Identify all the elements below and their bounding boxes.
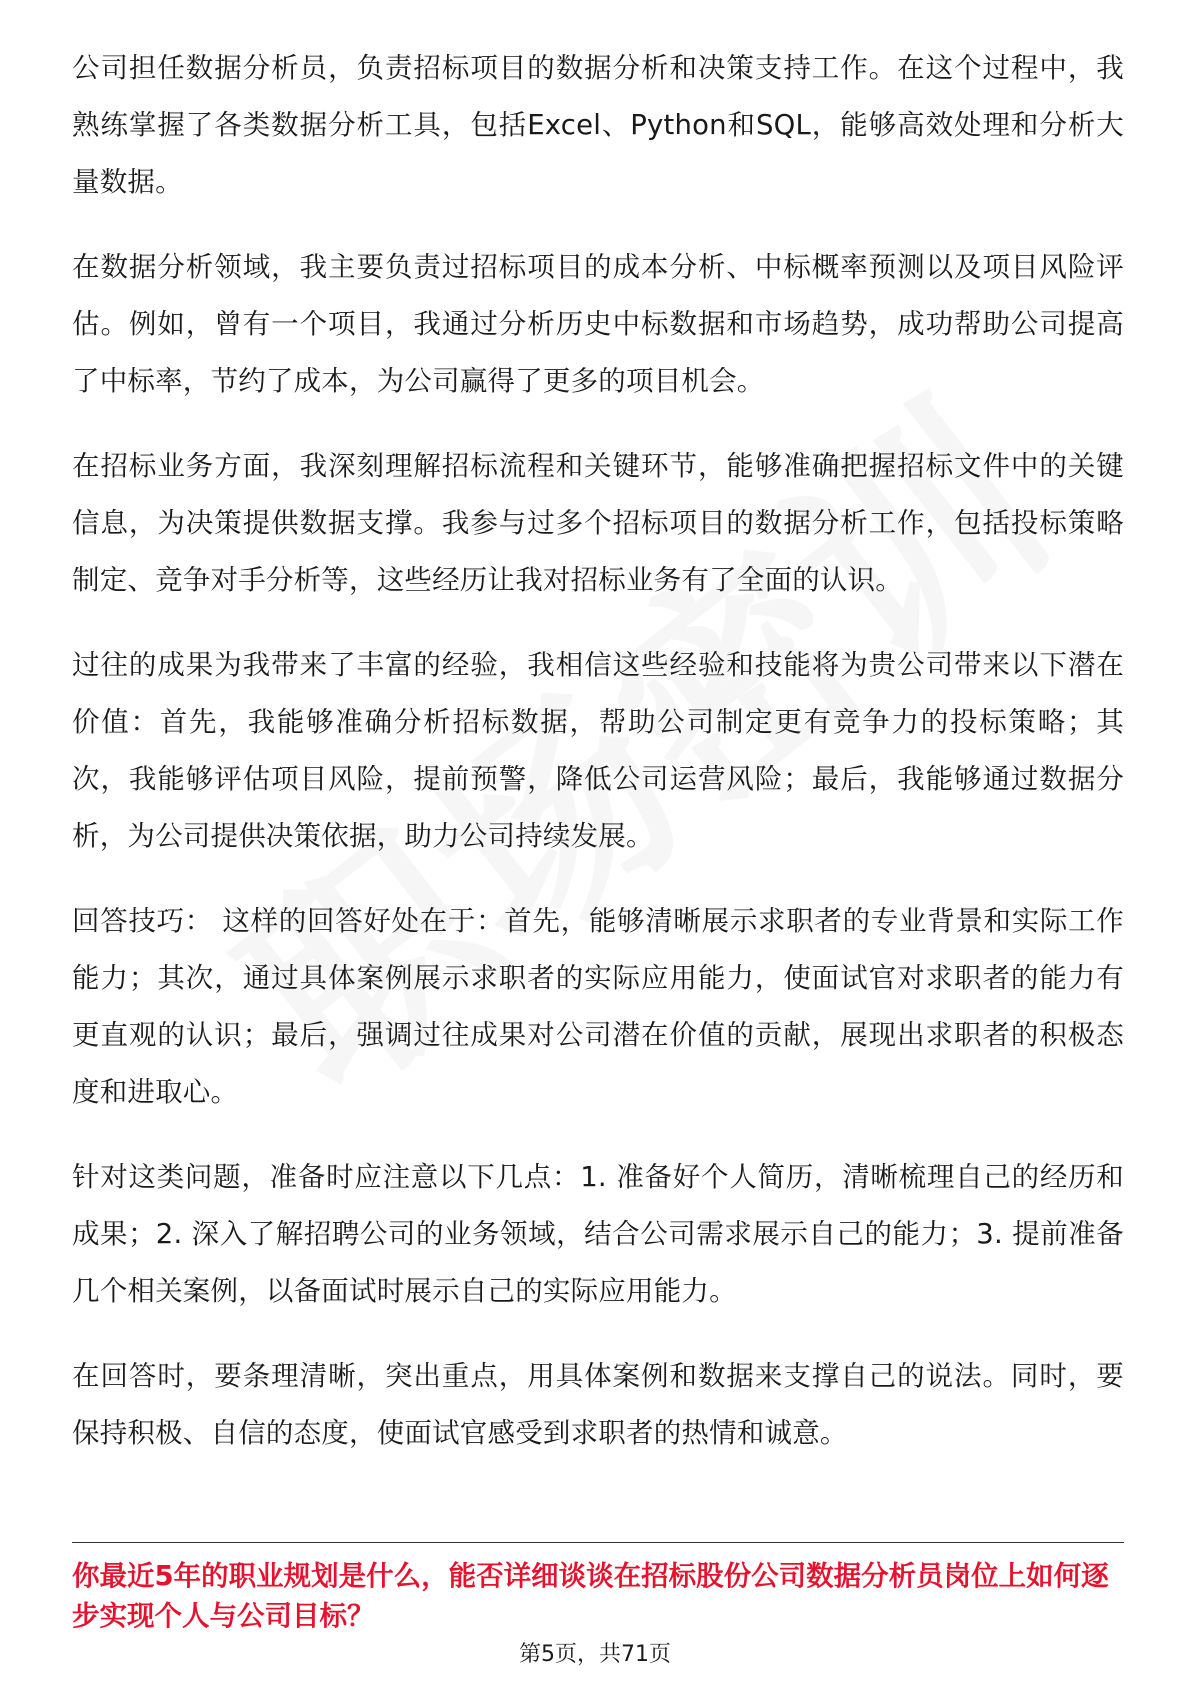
paragraph-preparation: 针对这类问题，准备时应注意以下几点：1. 准备好个人简历，清晰梳理自己的经历和成果；2. 深入了解招聘公司的业务领域，结合公司需求展示自己的能力；3. 提前准备几个相关案例，以备面试时展示自己的实际应用能力。 — [72, 1161, 1124, 1307]
next-question-heading: 你最近5年的职业规划是什么，能否详细谈谈在招标股份公司数据分析员岗位上如何逐步实现个人与公司目标？ — [72, 1560, 1109, 1632]
answer-body — [72, 40, 1124, 1490]
paragraph-data-analysis: 在数据分析领域，我主要负责过招标项目的成本分析、中标概率预测以及项目风险评估。例如，曾有一个项目，我通过分析历史中标数据和市场趋势，成功帮助公司提高了中标率，节约了成本，为公司赢得了更多的项目机会。 — [72, 251, 1124, 397]
paragraph-answering-advice: 在回答时，要条理清晰，突出重点，用具体案例和数据来支撑自己的说法。同时，要保持积极、自信的态度，使面试官感受到求职者的热情和诚意。 — [72, 1360, 1124, 1449]
paragraph-answer-tips: 回答技巧： 这样的回答好处在于：首先，能够清晰展示求职者的专业背景和实际工作能力；其次，通过具体案例展示求职者的实际应用能力，使面试官对求职者的能力有更直观的认识；最后，强调过往成果对公司潜在价值的贡献，展现出求职者的积极态度和进取心。 — [72, 905, 1124, 1108]
paragraph-potential-value: 过往的成果为我带来了丰富的经验，我相信这些经验和技能将为贵公司带来以下潜在价值：首先，我能够准确分析招标数据，帮助公司制定更有竞争力的投标策略；其次，我能够评估项目风险，提前预警，降低公司运营风险；最后，我能够通过数据分析，为公司提供决策依据，助力公司持续发展。 — [72, 649, 1124, 852]
section-divider — [72, 1542, 1124, 1543]
paragraph-bidding-business: 在招标业务方面，我深刻理解招标流程和关键环节，能够准确把握招标文件中的关键信息，为决策提供数据支撑。我参与过多个招标项目的数据分析工作，包括投标策略制定、竞争对手分析等，这些经历让我对招标业务有了全面的认识。 — [72, 450, 1124, 596]
paragraph-experience: 公司担任数据分析员，负责招标项目的数据分析和决策支持工作。在这个过程中，我熟练掌握了各类数据分析工具，包括Excel、Python和SQL，能够高效处理和分析大量数据。 — [72, 52, 1124, 198]
page-number: 第5页，共71页 — [519, 1642, 671, 1667]
